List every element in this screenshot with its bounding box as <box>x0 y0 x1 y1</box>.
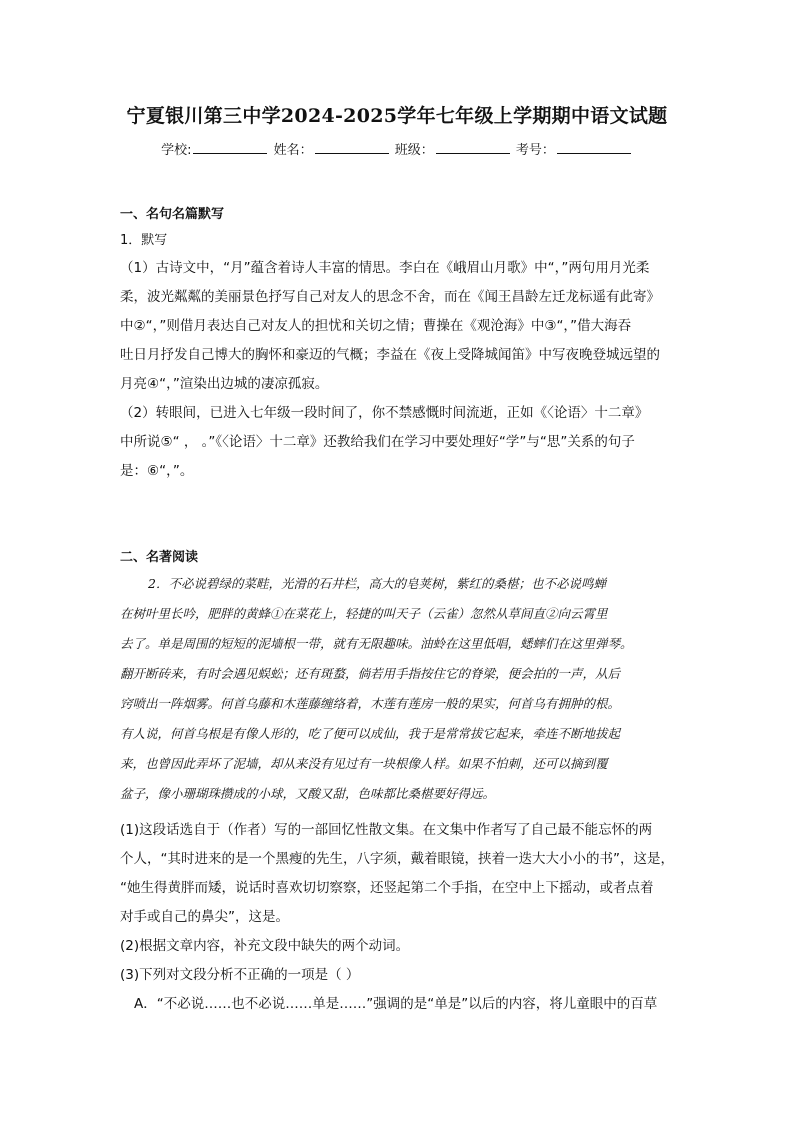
option-a-line: A．“不必说……也不必说……单是……”强调的是“单是”以后的内容，将儿童眼中的百草 <box>134 996 658 1012</box>
section1-heading: 一、名句名篇默写 <box>120 207 225 222</box>
student-info-row <box>0 139 794 158</box>
question1-line: 吐日月抒发自己博大的胸怀和豪迈的气概；李益在《夜上受降城闻笛》中写夜晚登城远望的 <box>120 347 660 363</box>
passage-line: 有人说，何首乌根是有像人形的，吃了便可以成仙，我于是常常拔它起来，牵连不断地拔起 <box>120 726 621 741</box>
school-blank <box>193 141 267 154</box>
reading-passage <box>120 569 680 809</box>
subquestion-line: (3)下列对文段分析不正确的一项是（ ） <box>120 967 360 983</box>
passage-line: 窍喷出一阵烟雾。何首乌藤和木莲藤缠络着，木莲有莲房一般的果实，何首乌有拥肿的根。 <box>120 696 621 711</box>
exam-number-blank <box>557 141 631 154</box>
subquestion-line: (1)这段话选自于（作者）写的一部回忆性散文集。在文集中作者写了自己最不能忘怀的两 <box>120 822 653 838</box>
question1-line: 中所说⑤“ ， 。”《〈论语〉十二章》还教给我们在学习中要处理好“学”与“思”关系的句子 <box>120 434 635 450</box>
question1-text <box>120 254 680 486</box>
subquestion-line: 个人，“其时进来的是一个黑瘦的先生，八字须，戴着眼镜，挟着一迭大大小小的书”，这是， <box>120 851 674 867</box>
subquestion-line: “她生得黄胖而矮，说话时喜欢切切察察，还竖起第二个手指，在空中上下摇动，或者点着 <box>120 880 654 896</box>
school-label: 学校: <box>161 143 192 158</box>
subquestion-line: 对手或自己的鼻尖”，这是。 <box>120 909 289 925</box>
question1-line: 中②“，”则借月表达自己对友人的担忧和关切之情；曹操在《观沧海》中③“，”借大海吞 <box>120 318 632 334</box>
passage-line: 去了。单是周围的短短的泥墙根一带，就有无限趣味。油蛉在这里低唱，蟋蟀们在这里弹琴。 <box>120 636 633 651</box>
class-label: 班级： <box>394 143 434 158</box>
question1-line: 月亮④“，”渲染出边城的凄凉孤寂。 <box>120 376 329 392</box>
subquestion-line: (2)根据文章内容，补充文段中缺失的两个动词。 <box>120 938 410 954</box>
name-label: 姓名： <box>273 143 313 158</box>
question1-label: 1．默写 <box>120 233 168 248</box>
class-blank <box>436 141 510 154</box>
section2-heading: 二、名著阅读 <box>120 550 199 565</box>
passage-line: 2．不必说碧绿的菜畦，光滑的石井栏，高大的皂荚树，紫红的桑椹；也不必说鸣蝉 <box>148 576 606 591</box>
passage-line: 在树叶里长吟，肥胖的黄蜂①在菜花上，轻捷的叫天子（云雀）忽然从草间直②向云霄里 <box>120 606 608 621</box>
question1-line: 是：⑥“，”。 <box>120 463 194 479</box>
passage-line: 来，也曾因此弄坏了泥墙，却从来没有见过有一块根像人样。如果不怕刺，还可以摘到覆 <box>120 756 608 771</box>
exam-number-label: 考号： <box>515 143 555 158</box>
exam-title: 宁夏银川第三中学2024-2025学年七年级上学期期中语文试题 <box>126 105 668 127</box>
question1-line: （2）转眼间，已进入七年级一段时间了，你不禁感慨时间流逝，正如《〈论语〉十二章》 <box>120 405 649 421</box>
question1-line: （1）古诗文中，“月”蕴含着诗人丰富的情思。李白在《峨眉山月歌》中“，”两句用月光柔 <box>120 260 650 276</box>
name-blank <box>315 141 389 154</box>
question2-subquestions <box>120 816 680 1019</box>
passage-line: 盆子，像小珊瑚珠攒成的小球，又酸又甜，色味都比桑椹要好得远。 <box>120 786 496 801</box>
question1-line: 柔，波光粼粼的美丽景色抒写自己对友人的思念不舍，而在《闻王昌龄左迁龙标遥有此寄》 <box>120 289 660 305</box>
passage-line: 翻开断砖来，有时会遇见蜈蚣；还有斑蝥，倘若用手指按住它的脊梁，便会拍的一声，从后 <box>120 666 621 681</box>
